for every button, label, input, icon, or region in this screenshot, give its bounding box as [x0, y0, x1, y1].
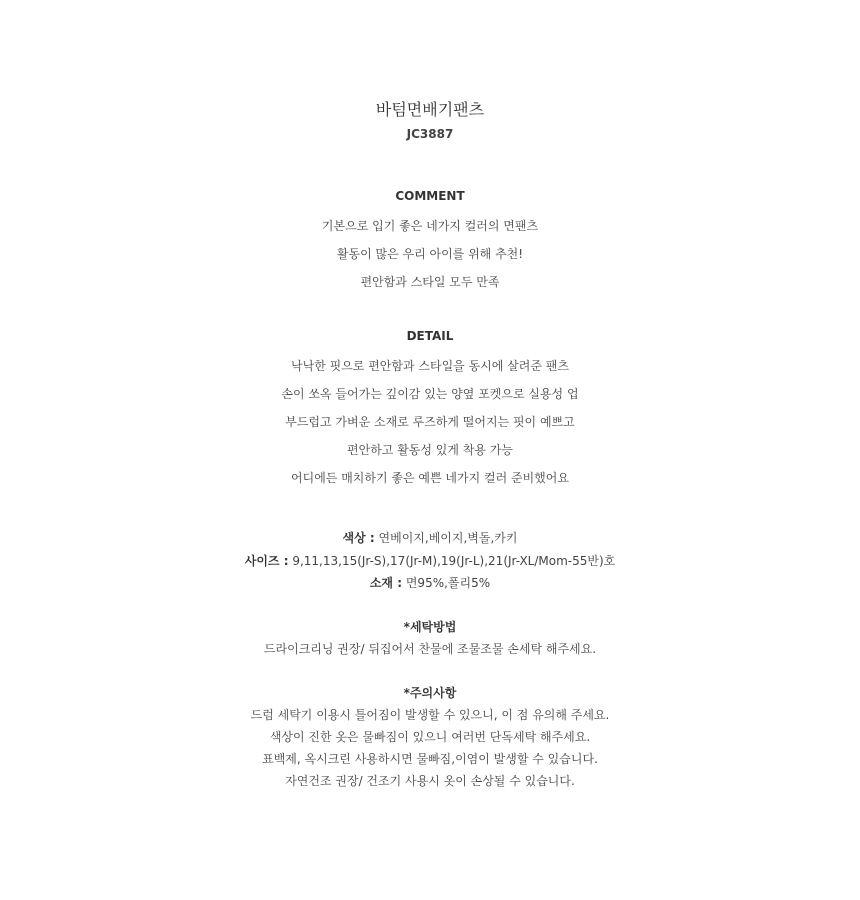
caution-line: 표백제, 옥시크린 사용하시면 물빠짐,이염이 발생할 수 있습니다. [262, 752, 598, 766]
washing-text: 드라이크리닝 권장/ 뒤집어서 찬물에 조물조물 손세탁 해주세요. [263, 642, 597, 656]
spec-color-label: 색상 : [342, 531, 375, 545]
comment-line: 활동이 많은 우리 아이를 위해 추천! [336, 247, 524, 261]
detail-line: 부드럽고 가벼운 소재로 루즈하게 떨어지는 핏이 예쁘고 [285, 415, 575, 429]
spec-color [0, 529, 860, 546]
comment-line: 기본으로 입기 좋은 네가지 컬러의 면팬츠 [321, 219, 539, 233]
spec-size-label: 사이즈 : [244, 554, 289, 568]
spec-material [0, 574, 860, 591]
spec-color-value: 연베이지,베이지,벽돌,카키 [378, 531, 518, 545]
comment-line: 편안함과 스타일 모두 만족 [360, 275, 500, 289]
washing-heading: *세탁방법 [403, 620, 457, 634]
spec-material-label: 소재 : [369, 576, 403, 590]
detail-line: 낙낙한 핏으로 편안함과 스타일을 동시에 살려준 팬츠 [291, 359, 569, 373]
detail-line: 편안하고 활동성 있게 착용 가능 [347, 443, 513, 457]
comment-heading: COMMENT [395, 189, 465, 203]
caution-line: 자연건조 권장/ 건조기 사용시 옷이 손상될 수 있습니다. [285, 774, 575, 788]
detail-heading: DETAIL [406, 329, 454, 343]
caution-heading: *주의사항 [403, 686, 457, 700]
product-code: JC3887 [406, 127, 454, 141]
caution-line: 드럼 세탁기 이용시 틀어짐이 발생할 수 있으니, 이 점 유의해 주세요. [250, 708, 610, 722]
detail-line: 어디에든 매치하기 좋은 예쁜 네가지 컬러 준비했어요 [291, 471, 569, 485]
detail-line: 손이 쏘옥 들어가는 깊이감 있는 양옆 포켓으로 실용성 업 [281, 387, 579, 401]
product-name: 바텀면배기팬츠 [375, 100, 485, 119]
caution-line: 색상이 진한 옷은 물빠짐이 있으니 여러번 단독세탁 해주세요. [269, 730, 591, 744]
spec-material-value: 면95%,폴리5% [405, 576, 491, 590]
spec-size [0, 552, 860, 569]
spec-size-value: 9,11,13,15(Jr-S),17(Jr-M),19(Jr-L),21(Jr-XL/Mom-55반)호 [292, 554, 616, 568]
